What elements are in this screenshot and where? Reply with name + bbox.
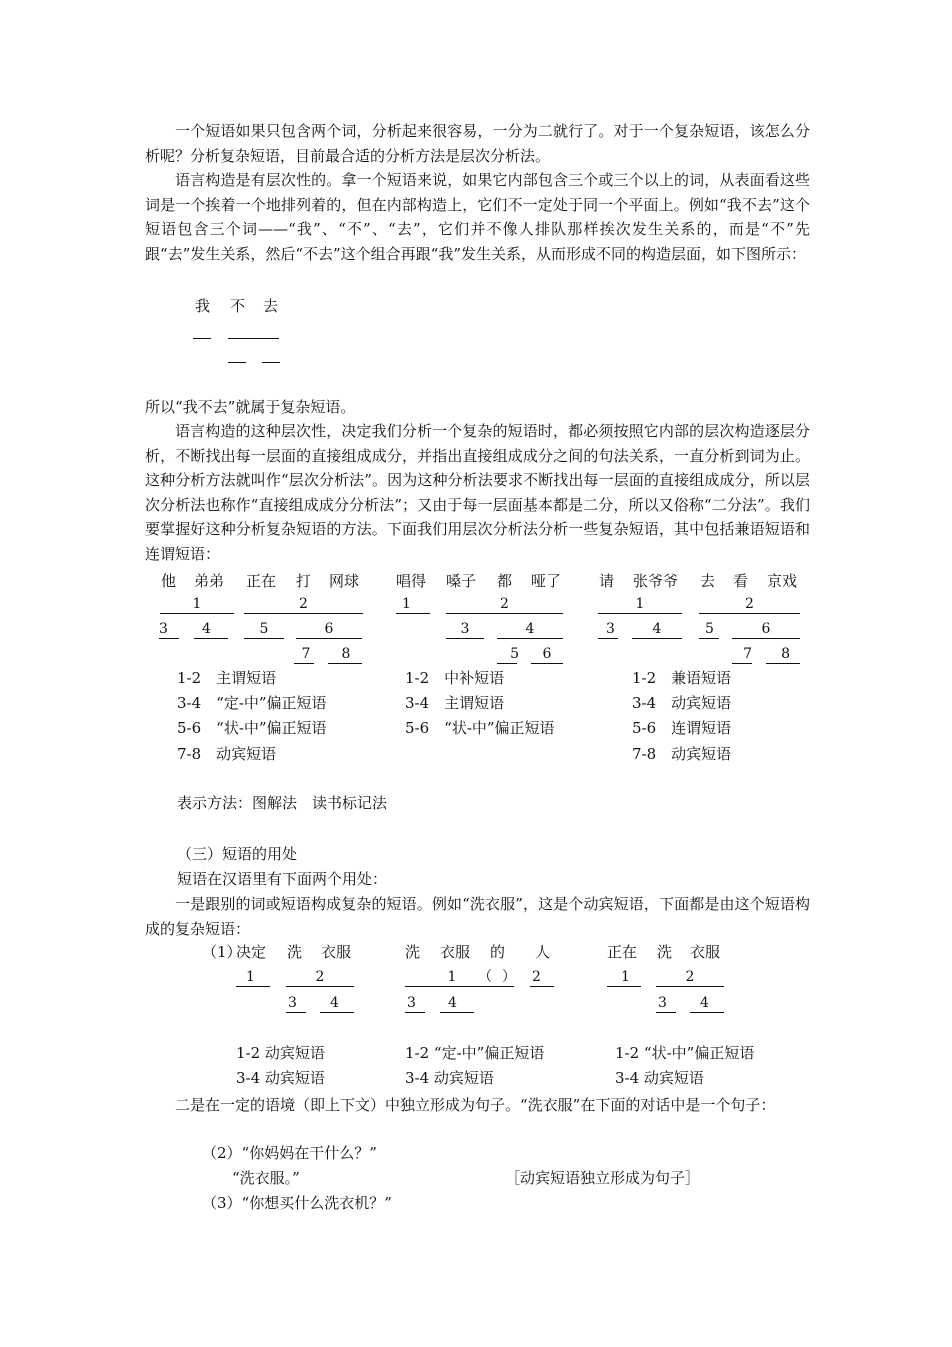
level-line — [328, 663, 362, 664]
level-line — [656, 1012, 676, 1013]
example-word: 嗓子 — [446, 572, 477, 590]
diagram-line — [228, 362, 246, 363]
level-number: 1 — [246, 969, 255, 985]
level-line — [194, 638, 228, 639]
level-line — [244, 638, 284, 639]
level-number: 6 — [324, 621, 334, 637]
example-word: 看 — [733, 572, 749, 590]
relation-label: 1-2 中补短语 — [405, 669, 505, 687]
level-number: 1 — [192, 596, 202, 612]
level-number: 3 — [460, 621, 470, 637]
paragraph-method: 语言构造的这种层次性，决定我们分析一个复杂的短语时，都必须按照它内部的层次构造逐层分析，不断找出每一层面的直接组成成分，并指出直接组成成分之间的句法关系，一直分析到词为止。这种分析方法就叫作“层次分析法”。因为这种分析法要求不断找出每一层面的直接组成成分，所以层次分析法也称作“直接组成成分分析法”；又由于每一层面基本都是二分，所以又俗称“二分法”。我们要掌握好这种分析复杂短语的方法。下面我们用层次分析法分析一些复杂短语，其中包括兼语短语和连谓短语： — [145, 422, 810, 563]
relation-label: 7-8 动宾短语 — [632, 745, 732, 763]
level-line — [236, 986, 270, 987]
level-number: 1 — [447, 969, 457, 985]
level-line — [732, 638, 800, 639]
example-word: 哑了 — [531, 572, 562, 590]
relation-label: 3-4 动宾短语 — [236, 1069, 325, 1087]
level-line — [446, 613, 563, 614]
level-number: 3 — [606, 621, 615, 637]
level-number: 3 — [288, 995, 297, 1011]
relation-label: 3-4 主谓短语 — [405, 694, 505, 712]
diagram-line — [228, 338, 279, 339]
relation-label: 3-4 动宾短语 — [615, 1069, 704, 1087]
diagram-line — [262, 362, 280, 363]
example-word: 弟弟 — [194, 572, 225, 590]
relation-label: 1-2 “定-中”偏正短语 — [405, 1044, 545, 1062]
level-number: 6 — [542, 646, 552, 662]
relation-label: 3-4 动宾短语 — [405, 1069, 494, 1087]
level-number: 7 — [743, 646, 752, 662]
section-intro: 短语在汉语里有下面两个用处： — [177, 870, 388, 888]
diagram-line — [193, 338, 211, 339]
dialog-note: ［动宾短语独立形成为句子］ — [505, 1169, 701, 1187]
level-line — [286, 986, 354, 987]
example-word: 衣服 — [690, 943, 721, 961]
level-number: （ — [478, 969, 492, 985]
example-word: 张爷爷 — [633, 572, 679, 590]
example-word: 人 — [535, 943, 551, 961]
relation-label: 7-8 动宾短语 — [177, 745, 277, 763]
level-line — [598, 613, 682, 614]
example-word: 的 — [490, 943, 506, 961]
example-word: 京戏 — [767, 572, 798, 590]
level-number: 2 — [315, 969, 325, 985]
relation-label: 3-4 动宾短语 — [632, 694, 732, 712]
level-number: 2 — [685, 969, 695, 985]
relation-label: 5-6 “状-中”偏正短语 — [405, 719, 555, 737]
level-number: 7 — [301, 646, 311, 662]
level-line — [440, 1012, 474, 1013]
example-word: 唱得 — [396, 572, 427, 590]
level-line — [632, 638, 682, 639]
level-number: 1 — [635, 596, 645, 612]
level-number: 6 — [761, 621, 771, 637]
level-number: 4 — [202, 621, 211, 637]
level-line — [699, 613, 800, 614]
relation-label: 5-6 连谓短语 — [632, 719, 732, 737]
level-number: 5 — [510, 646, 519, 662]
level-number: 8 — [341, 646, 351, 662]
example-word: 洗 — [657, 943, 673, 961]
level-number: 5 — [259, 621, 269, 637]
level-number: 1 — [621, 969, 630, 985]
level-line — [294, 663, 314, 664]
diagram-word-bu: 不 — [230, 297, 246, 315]
level-number: 2 — [299, 596, 308, 612]
level-number: 2 — [532, 969, 541, 985]
level-line — [656, 986, 724, 987]
level-line — [405, 1012, 425, 1013]
example-word: 衣服 — [440, 943, 471, 961]
level-number: 3 — [159, 621, 168, 637]
paragraph-conclusion: 所以“我不去”就属于复杂短语。 — [145, 398, 356, 416]
level-line — [244, 613, 363, 614]
diagram-word-qu: 去 — [263, 297, 279, 315]
level-number: 4 — [448, 995, 457, 1011]
level-line — [497, 638, 563, 639]
example-word: 决定 — [236, 943, 267, 961]
example-word: 都 — [497, 572, 513, 590]
level-line — [530, 986, 554, 987]
example-word: 洗 — [287, 943, 303, 961]
level-number: 4 — [330, 995, 339, 1011]
level-number: 4 — [700, 995, 709, 1011]
level-line — [531, 663, 563, 664]
section-heading: （三）短语的用处 — [177, 845, 298, 863]
paragraph-use-one: 一是跟别的词或短语构成复杂的短语。例如“洗衣服”，这是个动宾短语，下面都是由这个短语构成的复杂短语： — [145, 895, 810, 938]
paragraph-use-two: 二是在一定的语境（即上下文）中独立形成为句子。“洗衣服”在下面的对话中是一个句子： — [175, 1096, 776, 1114]
dialog-line-question-2: （3）“你想买什么洗衣机？” — [202, 1194, 392, 1212]
level-number: 4 — [525, 621, 535, 637]
level-line — [497, 663, 517, 664]
example-word: 去 — [700, 572, 716, 590]
level-number: 1 — [402, 596, 411, 612]
level-number: ） — [502, 969, 516, 985]
example-marker: （1） — [202, 943, 242, 961]
paragraph-intro: 一个短语如果只包含两个词，分析起来很容易，一分为二就行了。对于一个复杂短语，该怎么分析呢？分析复杂短语，目前最合适的分析方法是层次分析法。 — [145, 122, 810, 165]
level-line — [690, 1012, 724, 1013]
relation-label: 3-4 “定-中”偏正短语 — [177, 694, 327, 712]
level-line — [446, 638, 484, 639]
paragraph-hierarchy: 语言构造是有层次性的。拿一个短语来说，如果它内部包含三个或三个以上的词，从表面看这些词是一个挨着一个地排列着的，但在内部构造上，它们不一定处于同一个平面上。例如“我不去”这个短语包含三个词——“我”、“不”、“去”，它们并不像人排队那样挨次发生关系的，而是“不”先跟“去”发生关系，然后“不去”这个组合再跟“我”发生关系，从而形成不同的构造层面，如下图所示： — [145, 171, 810, 263]
level-number: 3 — [658, 995, 667, 1011]
level-line — [607, 986, 641, 987]
dialog-line-question: （2）“你妈妈在干什么？” — [202, 1144, 377, 1162]
relation-label: 1-2 主谓短语 — [177, 669, 277, 687]
level-number: 3 — [407, 995, 416, 1011]
level-number: 8 — [781, 646, 790, 662]
example-word: 洗 — [405, 943, 421, 961]
level-line — [405, 986, 514, 987]
example-word: 他 — [161, 572, 177, 590]
level-line — [160, 613, 234, 614]
level-number: 4 — [652, 621, 662, 637]
relation-label: 1-2 动宾短语 — [236, 1044, 325, 1062]
level-line — [159, 638, 179, 639]
example-word: 网球 — [329, 572, 360, 590]
relation-label: 5-6 “状-中”偏正短语 — [177, 719, 327, 737]
level-number: 2 — [745, 596, 754, 612]
example-word: 正在 — [246, 572, 277, 590]
level-line — [286, 1012, 306, 1013]
level-number: 5 — [705, 621, 714, 637]
diagram-word-wo: 我 — [195, 297, 211, 315]
relation-label: 1-2 “状-中”偏正短语 — [615, 1044, 755, 1062]
level-line — [766, 663, 800, 664]
relation-label: 1-2 兼语短语 — [632, 669, 732, 687]
example-word: 正在 — [607, 943, 638, 961]
level-line — [320, 1012, 354, 1013]
level-line — [699, 638, 719, 639]
level-line — [296, 638, 362, 639]
level-line — [732, 663, 752, 664]
level-line — [598, 638, 618, 639]
level-number: 2 — [500, 596, 509, 612]
dialog-line-answer: “洗衣服。” — [232, 1169, 300, 1187]
example-word: 衣服 — [321, 943, 352, 961]
example-word: 请 — [599, 572, 615, 590]
level-line — [396, 613, 430, 614]
representation-method: 表示方法：图解法 读书标记法 — [177, 794, 388, 812]
example-word: 打 — [296, 572, 312, 590]
